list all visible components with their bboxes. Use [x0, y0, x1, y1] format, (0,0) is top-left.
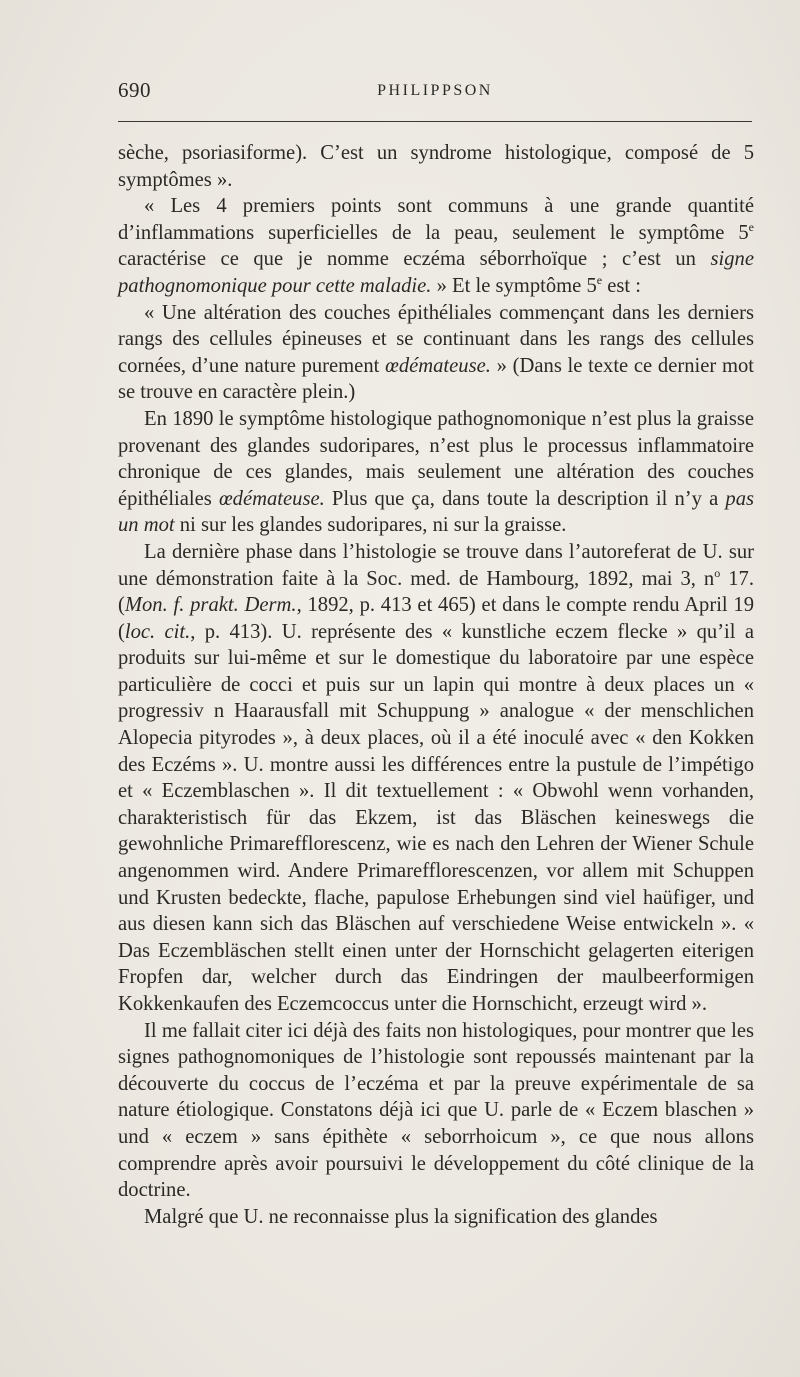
page-number: 690 — [118, 78, 151, 102]
paragraph — [118, 140, 754, 193]
text-run: , 1892, p. 413 et 465) et dans le compte rendu April 19 ( — [118, 594, 754, 643]
text-run: En 1890 le symptôme histologique pathognomonique n’est plus la graisse provenant des glandes sudoripares, n’est plus le processus inflammatoire chronique de ces glandes, mais seulement une altération des couches épithéliales — [118, 407, 754, 510]
italic-text: Mon. f. prakt. Derm. — [124, 594, 297, 617]
running-title: PHILIPPSON — [377, 82, 493, 99]
text-run: sèche, psoriasiforme). C’est un syndrome histologique, composé de 5 symptômes ». — [118, 142, 754, 191]
italic-text: signe pathognomonique pour cette maladie. — [118, 248, 754, 297]
text-run: La dernière phase dans l’histologie se trouve dans l’autoreferat de U. sur une démonstration faite à la Soc. med. de Hambourg, 1892, mai 3, n — [118, 540, 754, 590]
text-run: « Une altération des couches épithéliales commençant dans les derniers rangs des cellules épineuses et se continuant dans les rangs des cellules cornées, d’une nature purement — [118, 301, 754, 377]
text-run: « Les 4 premiers points sont communs à une grande quantité d’inflammations superficielles de la peau, seulement le symptôme 5 — [118, 195, 754, 244]
text-run: » Et le symptôme 5 — [431, 274, 597, 297]
superscript: e — [596, 272, 603, 287]
italic-text: œdémateuse. — [218, 487, 325, 510]
text-run: ni sur les glandes sudoripares, ni sur la graisse. — [174, 514, 567, 537]
text-run: caractérise ce que je nomme eczéma séborrhoïque ; c’est un — [118, 248, 711, 271]
superscript: o — [714, 565, 721, 580]
paragraph — [118, 406, 754, 539]
paragraph — [118, 539, 754, 1018]
paragraph — [118, 1204, 754, 1231]
body-text — [118, 140, 754, 1230]
superscript: e — [748, 219, 754, 234]
italic-text: œdémateuse. — [385, 354, 491, 377]
text-run: Il me fallait citer ici déjà des faits non histologiques, pour montrer que les signes pathognomoniques de l’histologie sont repoussés maintenant par la découverte du coccus de l’eczéma et par la preuve expérimentale de sa nature étiologique. Constatons déjà ici que U. parle de « Eczem blaschen » und « eczem » sans épithète « seborrhoicum », ce que nous allons comprendre après avoir poursuivi le développement du côté clinique de la doctrine. — [118, 1019, 754, 1202]
text-run: Malgré que U. ne reconnaisse plus la signification des glandes — [144, 1205, 658, 1228]
paragraph — [118, 193, 754, 299]
paragraph — [118, 300, 754, 406]
italic-text: loc. cit. — [124, 620, 191, 643]
text-run: est : — [602, 274, 641, 297]
header-rule — [118, 121, 752, 122]
paragraph — [118, 1018, 754, 1204]
text-run: » (Dans le texte ce dernier mot se trouve en caractère plein.) — [118, 354, 754, 404]
italic-text: pas un mot — [118, 487, 754, 537]
page-header — [118, 78, 752, 108]
text-run: 17. ( — [118, 567, 754, 617]
text-run: , p. 413). U. représente des « kunstliche eczem flecke » qu’il a produits sur lui-même et sur le domestique du laboratoire par une espèce particulière de cocci et puis sur un lapin qui montre à deux places un « progressiv n Haarausfall mit Schuppung » analogue « der menschlichen Alopecia pityrodes », à deux places, où il a été inoculé avec « den Kokken des Eczéms ». U. montre aussi les différences entre la pustule de l’impétigo et « Eczemblaschen ». Il dit textuellement : « Obwohl wenn vorhanden, charakteristisch für das Ekzem, ist das Bläschen keineswegs die gewohnliche Primarefflorescenz, wie es nach den Lehren der Wiener Schule angenommen wird. Andere Primarefflorescenzen, vor allem mit Schuppen und Krusten bedeckte, flache, papulose Erhebungen sind viel haüfiger, und aus diesen kann sich das Bläschen auf verschiedene Weise entwickeln ». « Das Eczembläschen stellt einen unter der Hornschicht gelagerten eiterigen Fropfen dar, welcher durch das Eindringen der maulbeerformigen Kokkenkaufen des Eczemcoccus unter die Hornschicht, erzeugt wird ». — [118, 620, 754, 1015]
text-run: Plus que ça, dans toute la description il n’y a — [324, 487, 726, 510]
